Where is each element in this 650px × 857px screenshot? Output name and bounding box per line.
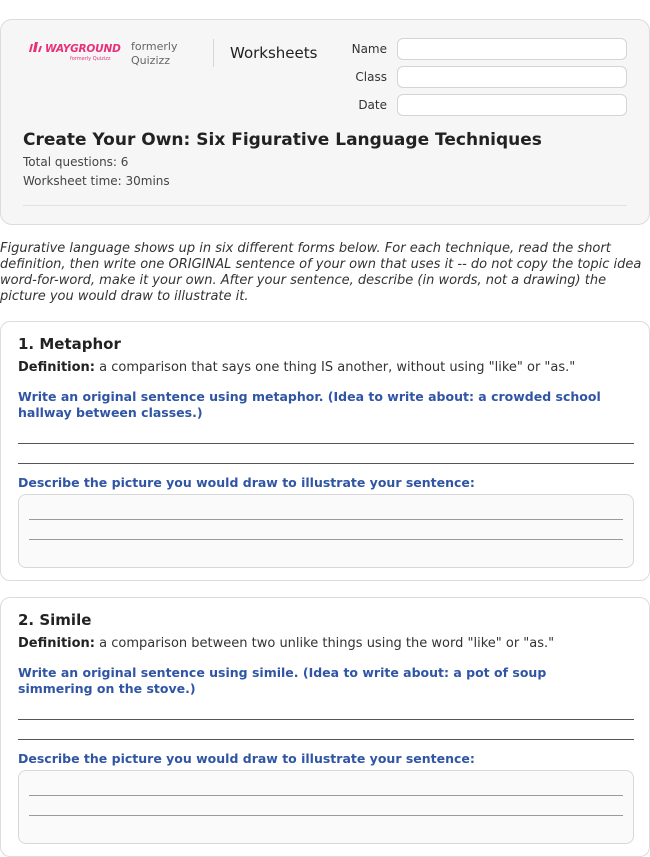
picture-description-box[interactable] — [18, 494, 634, 568]
logo-subtext: formerly Quizizz — [70, 56, 111, 62]
class-label: Class — [355, 70, 387, 84]
worksheet-time: Worksheet time: 30mins — [23, 174, 170, 188]
question-card — [0, 321, 650, 581]
writing-line — [29, 815, 623, 816]
answer-line[interactable] — [18, 463, 634, 464]
picture-prompt: Describe the picture you would draw to illustrate your sentence: — [18, 475, 475, 490]
writing-line — [29, 795, 623, 796]
writing-line — [29, 519, 623, 520]
question-definition — [18, 360, 575, 375]
question-title: 2. Simile — [18, 611, 92, 629]
writing-line — [29, 539, 623, 540]
question-prompt: Write an original sentence using metaphor. (Idea to write about: a crowded school hallway between classes.) — [18, 389, 601, 420]
logo-wordmark: WAYGROUND — [45, 43, 121, 55]
question-prompt: Write an original sentence using simile. (Idea to write about: a pot of soup simmering on the stove.) — [18, 665, 547, 696]
header-rule — [23, 205, 627, 206]
definition-text: a comparison between two unlike things using the word "like" or "as." — [95, 636, 555, 651]
brand-logo — [29, 42, 119, 66]
class-field[interactable] — [397, 66, 627, 88]
formerly-text: formerly Quizizz — [131, 40, 178, 67]
definition-label: Definition: — [18, 360, 96, 375]
answer-line[interactable] — [18, 719, 634, 720]
logo-mark-icon — [29, 42, 43, 55]
answer-line[interactable] — [18, 443, 634, 444]
name-label: Name — [351, 42, 387, 56]
question-title: 1. Metaphor — [18, 335, 121, 353]
question-definition — [18, 636, 554, 651]
section-title: Worksheets — [230, 44, 318, 62]
date-field[interactable] — [397, 94, 627, 116]
name-field[interactable] — [397, 38, 627, 60]
definition-text: a comparison that says one thing IS another, without using "like" or "as." — [95, 360, 576, 375]
picture-prompt: Describe the picture you would draw to illustrate your sentence: — [18, 751, 475, 766]
instructions-text: Figurative language shows up in six different forms below. For each technique, read the short definition, then write one ORIGINAL sentence of your own that uses it -- do not copy the topic idea word-for-word, make it your own. After your sentence, describe (in words, not a drawing) the picture you would draw to illustrate it. — [0, 241, 642, 304]
picture-description-box[interactable] — [18, 770, 634, 844]
question-card — [0, 597, 650, 857]
worksheet-title: Create Your Own: Six Figurative Language Techniques — [23, 130, 542, 150]
definition-label: Definition: — [18, 636, 96, 651]
header-divider — [213, 39, 214, 67]
answer-line[interactable] — [18, 739, 634, 740]
total-questions: Total questions: 6 — [23, 155, 129, 169]
date-label: Date — [358, 98, 387, 112]
